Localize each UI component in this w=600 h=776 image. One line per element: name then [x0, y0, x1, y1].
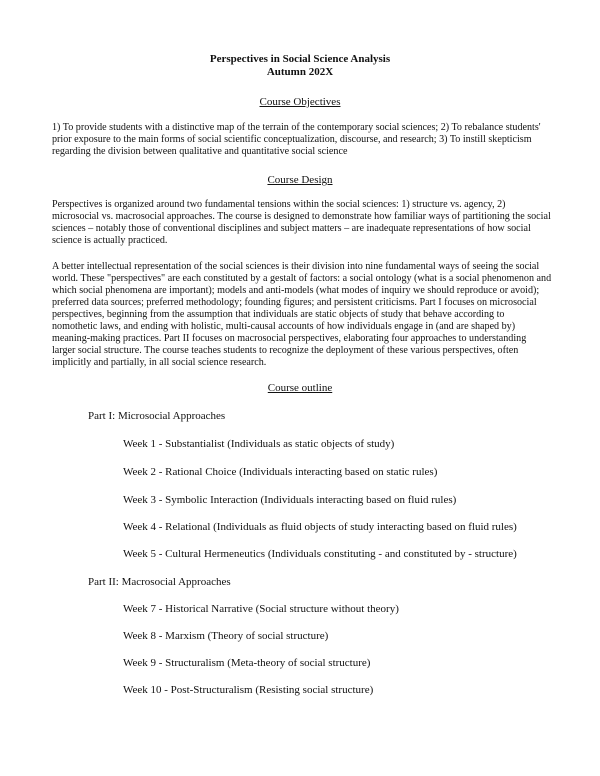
outline-week-item: Week 9 - Structuralism (Meta-theory of social structure): [123, 657, 371, 669]
outline-week-item: Week 10 - Post-Structuralism (Resisting social structure): [123, 684, 374, 696]
design-paragraph-2: A better intellectual representation of the social sciences is their division into nine fundamental ways of seeing the social world. These "perspectives" are each constituted by a gestalt of factors: a social ontology (what is a social phenomenon and which social phenomena are important); models and anti-models (what modes of inquiry we should reproduce or avoid); preferred data sources; preferred methodology; founding figures; and persistent criticisms. Part I focuses on microsocial perspectives, beginning from the assumption that individuals are static objects of study that behave according to nomothetic laws, and ending with holistic, multi-causal accounts of how individuals engage in (and are shaped by) meaning-making practices. Part II focuses on macrosocial perspectives, elaborating four approaches to understanding larger social structure. The course teaches students to recognize the deployment of these various perspectives, often implicitly and partially, in all social science research.: [52, 261, 552, 368]
outline-week-item: Week 8 - Marxism (Theory of social structure): [123, 630, 329, 642]
objectives-paragraph: 1) To provide students with a distinctive map of the terrain of the contemporary social sciences; 2) To rebalance students' prior exposure to the main forms of social scientific conceptualization, discourse, and research; 3) To instill skepticism regarding the division between qualitative and quantitative social science: [52, 122, 541, 157]
outline-week-item: Week 7 - Historical Narrative (Social structure without theory): [123, 603, 399, 615]
outline-week-item: Week 2 - Rational Choice (Individuals interacting based on static rules): [123, 466, 438, 478]
objectives-heading: Course Objectives: [259, 96, 341, 108]
outline-heading: Course outline: [267, 382, 333, 394]
design-heading: Course Design: [267, 174, 333, 186]
outline-week-item: Week 5 - Cultural Hermeneutics (Individuals constituting - and constituted by - structure): [123, 548, 517, 560]
document-term: Autumn 202X: [266, 66, 334, 78]
outline-week-item: Week 3 - Symbolic Interaction (Individuals interacting based on fluid rules): [123, 494, 457, 506]
outline-part-2: Part II: Macrosocial Approaches: [88, 576, 231, 588]
document-title: Perspectives in Social Science Analysis: [209, 53, 391, 65]
outline-part-1: Part I: Microsocial Approaches: [88, 410, 226, 422]
outline-week-item: Week 4 - Relational (Individuals as fluid objects of study interacting based on fluid rules): [123, 521, 517, 533]
outline-week-item: Week 1 - Substantialist (Individuals as static objects of study): [123, 438, 395, 450]
design-paragraph-1: Perspectives is organized around two fundamental tensions within the social sciences: 1) structure vs. agency, 2) microsocial vs. macrosocial approaches. The course is designed to demonstrate how familiar ways of partitioning the social sciences – notably those of conventional disciplines and subject matters – are inadequate representations of how social science is actually practiced.: [52, 199, 551, 246]
title-block: [0, 53, 600, 79]
